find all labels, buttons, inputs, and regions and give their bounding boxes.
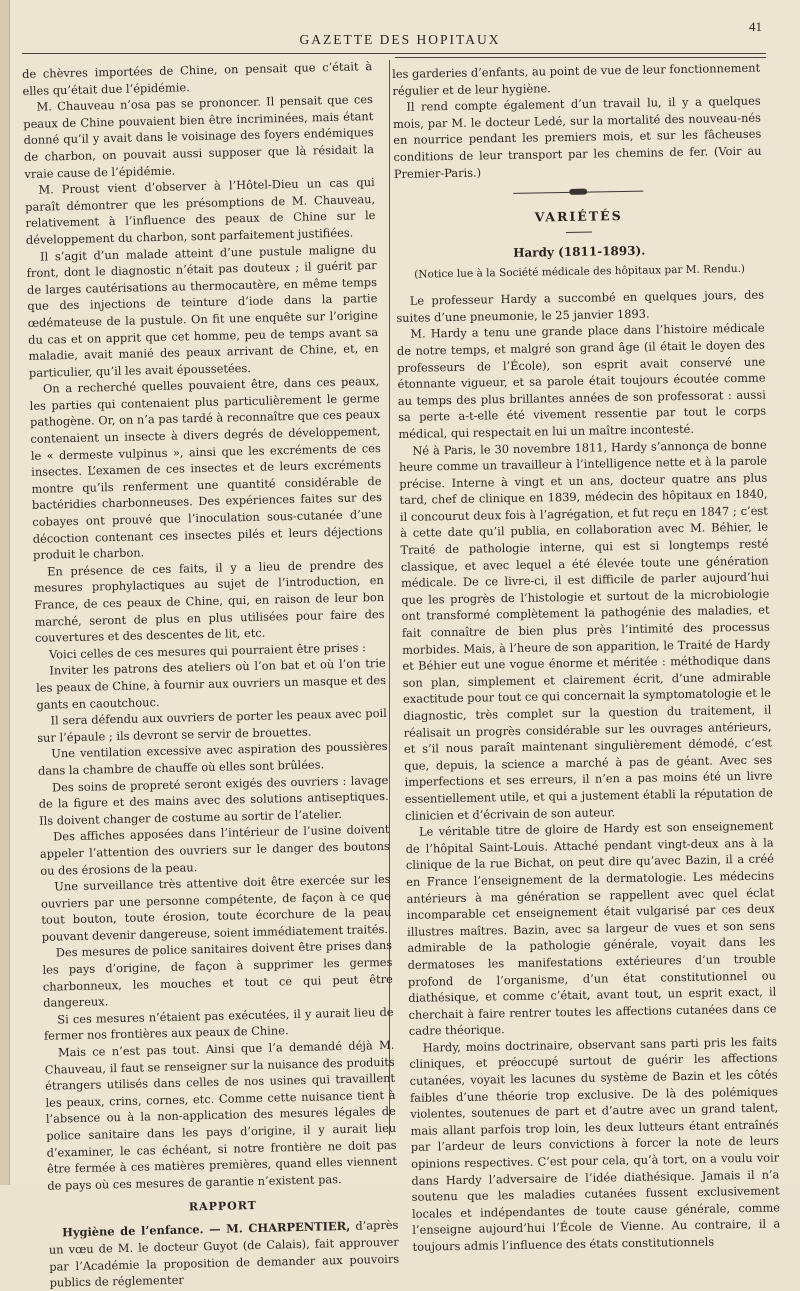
left-column (22, 58, 400, 1291)
header-rule (22, 53, 766, 54)
paragraph: On a recherché quelles pouvaient être, dans ces peaux, les parties qui contenaient plus particulièrement le germe pathogène. Or, on n’a pas tardé à reconnaître que ces peaux contenaient un insecte à divers degrés de développement, le « dermeste vulpinus », ainsi que les excréments de ces insectes. L’examen de ces insectes et de leurs excréments montre qu’ils renferment une quantité considérable de bactéridies charbonneuses. Des expériences faites sur des cobayes ont prouvé que l’inoculation sous-cutanée d’une décoction contenant ces insectes pilés et leurs déjections produit le charbon. (29, 374, 383, 563)
article-note: (Notice lue à la Société médicale des hôpitaux par M. Rendu.) (414, 263, 746, 281)
paragraph: Il rend compte également d’un travail lu, il y a quelques mois, par M. le docteur Ledé, sur la mortalité des nouveau-nés en nourrice pendant les premiers mois, et sur les fâcheuses conditions de leur transport par les chemins de fer. (Voir au Premier-Paris.) (392, 93, 762, 181)
paragraph: Si ces mesures n’étaient pas exécutées, il y aurait lieu de fermer nos frontières aux peaux de Chine. (43, 1004, 394, 1044)
paragraph: Des mesures de police sanitaires doivent être prises dans les pays d’origine, de façon à supprimer les germes charbonneux, les mouches et tout ce qui peut être dangereux. (42, 938, 393, 1011)
paragraph: Des affiches apposées dans l’intérieur de l’usine doivent appeler l’attention des ouvriers sur le danger des boutons ou des érosions de la peau. (39, 822, 390, 878)
paragraph: Voici celles de ces mesures qui pourraient être prises : (48, 640, 367, 662)
ornament-divider (513, 188, 643, 196)
page-header-title: GAZETTE DES HOPITAUX (299, 32, 501, 47)
paragraph-hygiene (48, 1217, 399, 1291)
paragraph: M. Proust vient d’observer à l’Hôtel-Dieu un cas qui paraît démontrer que les présomptions de M. Chauveau, relativement à l’influence des peaux de Chine sur le développement du charbon, sont parfaitement justifiées. (25, 175, 376, 247)
paragraph: Une surveillance très attentive doit être exercée sur les ouvriers par une personne compétente, de façon à ce que tout bouton, toute érosion, toute écorchure de la peau pouvant devenir dangereuse, soient immédiatement traités. (40, 871, 392, 944)
hygiene-text: d’après un vœu de M. le docteur Guyot (de Calais), fait approuver par l’Académie la proposition de demander aux pouvoirs publics de réglementer (48, 1218, 400, 1290)
page-number: 41 (749, 19, 762, 34)
header-rule-secondary (395, 57, 766, 58)
paragraph: M. Hardy a tenu une grande place dans l’histoire médicale de notre temps, et malgré son grand âge (il était le doyen des professeurs de l’École), son esprit avait conservé une étonnante vigueur, et sa parole était toujours écoutée comme au temps des plus brillantes années de son professorat : aussi sa perte a-t-elle été vivement ressentie par tout le corps médical, qui respectait en lui un maître incontesté. (396, 320, 767, 441)
paragraph: de chèvres importées de Chine, on pensait que c’était à elles qu’était due l’épidémie. (22, 59, 373, 98)
paragraph: Inviter les patrons des ateliers où l’on bat et où l’on trie les peaux de Chine, à fournir aux ouvriers un masque et des gants en caoutchouc. (35, 656, 387, 712)
paragraph: Des soins de propreté seront exigés des ouvriers : lavage de la figure et des mains avec des solutions antiseptiques. Ils doivent changer de costume au sortir de l’atelier. (38, 772, 389, 828)
section-heading-varietes: VARIÉTÉS (534, 208, 623, 225)
right-column (392, 60, 781, 1256)
paragraph: Le professeur Hardy a succombé en quelques jours, des suites d’une pneumonie, le 25 janvier 1893. (396, 287, 765, 325)
hygiene-lead: Hygiène de l’enfance. (61, 1222, 204, 1240)
article-title: Hardy (1811-1893). (513, 243, 646, 261)
paragraph: Il sera défendu aux ouvriers de porter les peaux avec poil sur l’épaule ; ils devront se servir de brouettes. (37, 706, 387, 745)
short-rule (566, 232, 592, 233)
paragraph: Il s’agit d’un malade atteint d’une pustule maligne du front, dont le diagnostic n’était pas douteux ; il guérit par de larges cautérisations au thermocautère, en même temps que des injections de teinture d’iode dans la partie œdémateuse de la pustule. On fit une enquête sur l’origine du cas et on apprit que cet homme, peu de temps avant sa maladie, avait manié des peaux arrivant de Chine, et, en particulier, qu’il les avait époussetées. (26, 241, 379, 380)
page-binding-edge (0, 0, 10, 1185)
hygiene-author: — M. CHARPENTIER, (203, 1219, 351, 1237)
section-heading-rapport: RAPPORT (188, 1199, 258, 1214)
paragraph: Le véritable titre de gloire de Hardy est son enseignement de l’hôpital Saint-Louis. Attaché pendant vingt-deux ans à la clinique de la rue Bichat, on peut dire qu’avec Bazin, il a créé en France l’enseignement de la dermatologie. Les médecins antérieurs à ma génération se rappellent avec quel éclat incomparable cet enseignement était vulgarisé par ces deux illustres maîtres. Bazin, avec sa largeur de vues et son sens admirable de la pathologie générale, voyait dans les dermatoses les manifestations extérieures d’un trouble profond de l’organisme, d’un état constitutionnel ou diathésique, et comme c’était, avant tout, un esprit exact, il cherchait à faire rentrer toutes les affections cutanées dans ce cadre théorique. (405, 818, 777, 1039)
paragraph: Mais ce n’est pas tout. Ainsi que l’a demandé déjà M. Chauveau, il faut se renseigner sur la nuisance des produits étrangers utilisés dans celles de nos usines qui travaillent les peaux, crins, cornes, etc. Comme cette nuisance tient à l’absence ou à la non-application des mesures légales de police sanitaire dans les pays d’origine, il y aurait lieu d’examiner, le cas échéant, si notre frontière ne doit pas être fermée à ces matières premières, quand elles viennent de pays où ces mesures de garantie n’existent pas. (44, 1037, 398, 1193)
paragraph: Hardy, moins doctrinaire, observant sans parti pris les faits cliniques, et préoccupé surtout de guérir les affections cutanées, voyait les lacunes du système de Bazin et les côtés faibles d’une théorie trop exclusive. De là des polémiques violentes, soutenues de part et d’autre avec un grand talent, mais allant parfois trop loin, les deux lutteurs étant entraînés par l’ardeur de leurs convictions à forcer la note de leurs opinions respectives. C’est pour cela, qu’à tort, on a voulu voir dans Hardy l’adversaire de l’idée diathésique. Jamais il n’a soutenu que les maladies cutanées fussent exclusivement locales et indépendantes de toute cause générale, comme l’enseigne aujourd’hui l’École de Vienne. Au contraire, il a toujours admis l’influence des états constitutionnels (409, 1034, 781, 1254)
paragraph: Né à Paris, le 30 novembre 1811, Hardy s’annonça de bonne heure comme un travailleur à l’intelligence nette et à la parole précise. Interne à vingt et un ans, docteur quatre ans plus tard, chef de clinique en 1839, médecin des hôpitaux en 1840, il concourut deux fois à l’agrégation, et fut reçu en 1847 ; c’est à cette date qu’il publia, en collaboration avec M. Béhier, le Traité de pathologie interne, qui est si longtemps resté classique, et avec lequel a été élevée toute une génération médicale. De ce livre-ci, il est difficile de parler aujourd’hui que les progrès de l’histologie et surtout de la microbiologie ont transformé complètement la pathogénie des maladies, et fait connaître de bien plus près l’intimité des processus morbides. Mais, à l’heure de son apparition, le Traité de Hardy et Béhier eut une vogue énorme et méritée : méthodique dans son plan, simplement et clairement écrit, d’une admirable exactitude pour tout ce qui concernait la symptomatologie et le diagnostic, très complet sur la question du traitement, il réalisait un progrès considérable sur les ouvrages antérieurs, et s’il nous paraît maintenant singulièrement démodé, c’est que, depuis, la science a marché à pas de géant. Avec ses imperfections et ses erreurs, il n’en a pas moins été un livre essentiellement utile, et qui a justement établi la réputation de clinicien et d’écrivain de son auteur. (398, 437, 773, 823)
paragraph: M. Chauveau n’osa pas se prononcer. Il pensait que ces peaux de Chine pouvaient bien être incriminées, mais étant donné qu’il y avait dans le voisinage des foyers endémiques de charbon, on pouvait aussi supposer que là résidait la vraie cause de l’épidémie. (23, 92, 375, 181)
paragraph: En présence de ces faits, il y a lieu de prendre des mesures prophylactiques au sujet de l’introduction, en France, de ces peaux de Chine, qui, en raison de leur bon marché, seront de plus en plus utilisées pour faire des couvertures et des descentes de lit, etc. (33, 556, 385, 646)
paragraph: les garderies d’enfants, au point de vue de leur fonctionnement régulier et de leur hygiène. (392, 60, 761, 98)
paragraph: Une ventilation excessive avec aspiration des poussières dans la chambre de chauffe où elles sont brûlées. (37, 739, 388, 778)
